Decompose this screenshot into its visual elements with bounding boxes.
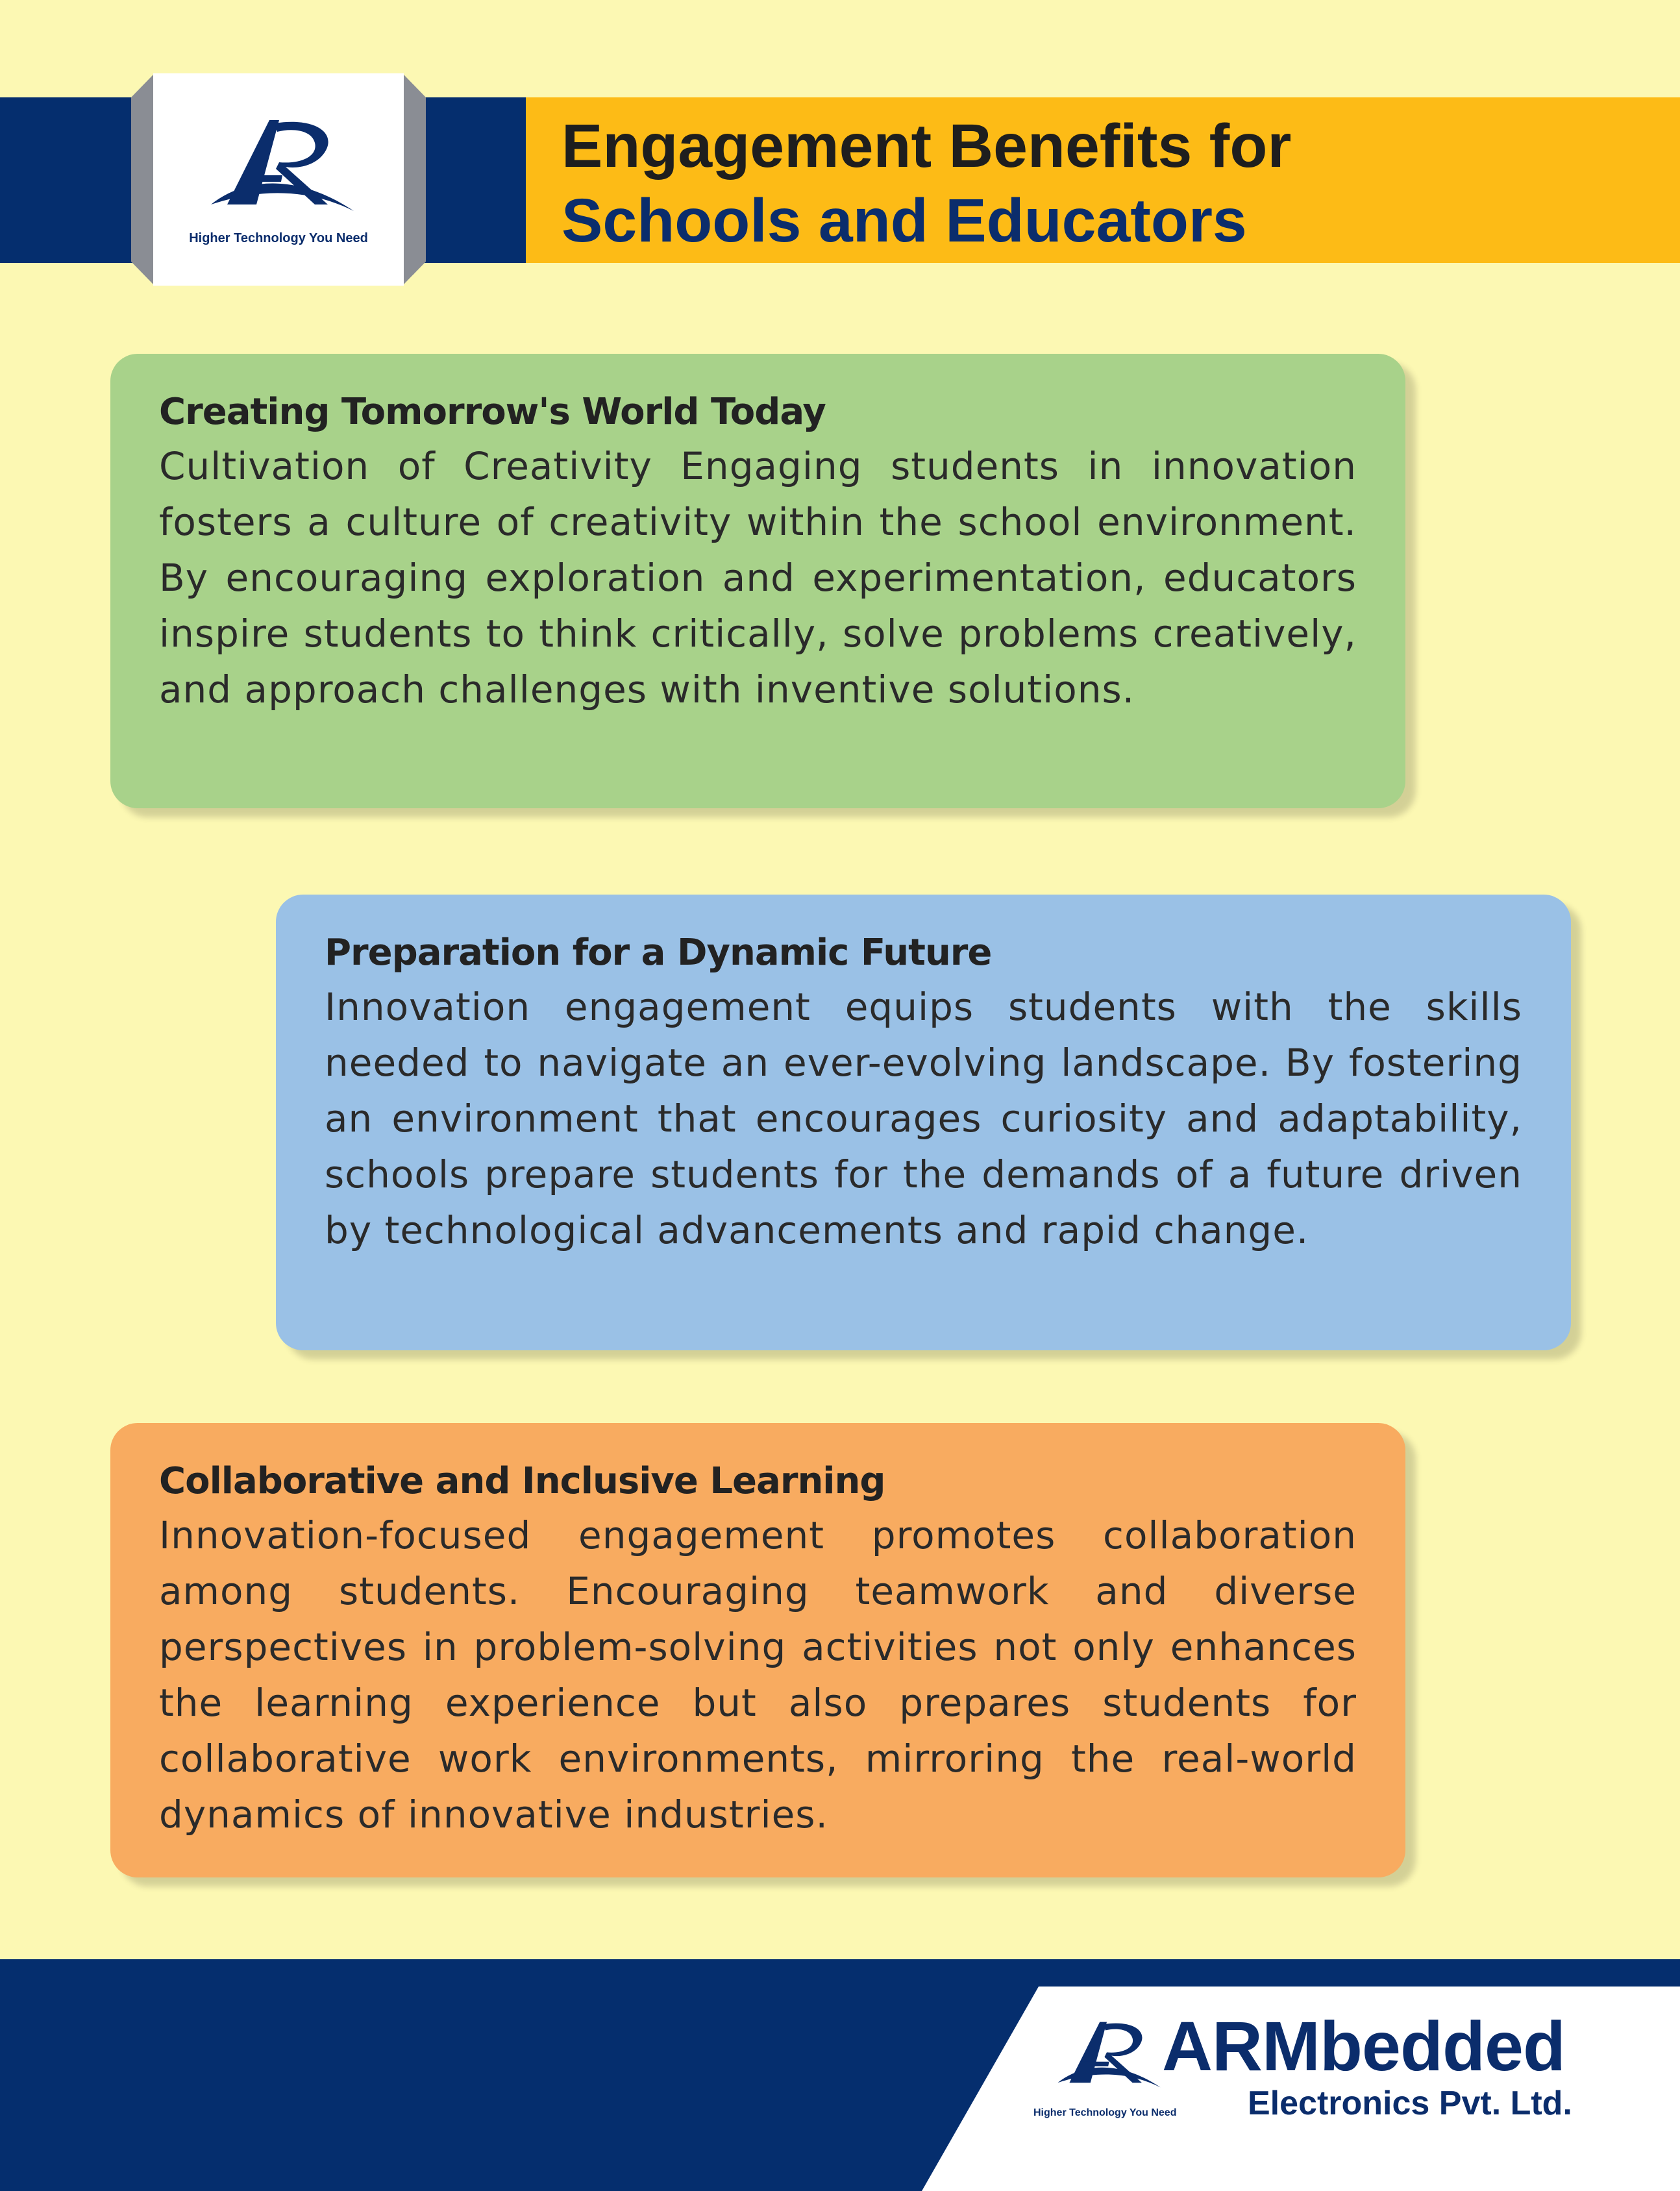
page-title-line1: Engagement Benefits for (562, 112, 1292, 180)
card-body: Innovation engagement equips students with the skills needed to navigate an ever-evolving landscape. By fostering an environment that encourages curiosity and adaptability, schools prepare students for the demands of a future driven by technological advancements and rapid change. (325, 985, 1522, 1252)
benefit-card-collaboration (110, 1423, 1405, 1877)
logo-ribbon-fold-left (131, 73, 154, 286)
ar-footer-logo-icon (1048, 2012, 1165, 2097)
card-title: Preparation for a Dynamic Future (325, 932, 992, 974)
card-body: Cultivation of Creativity Engaging students in innovation fosters a culture of creativity within the school environment. By encouraging exploration and experimentation, educators inspire students to think critically, solve problems creatively, and approach challenges with inventive solutions. (159, 444, 1357, 712)
logo-ribbon-fold-right (402, 73, 426, 286)
benefit-card-creativity (110, 354, 1405, 808)
footer-company-name: Electronics Pvt. Ltd. (1248, 2085, 1572, 2122)
footer-brand-name: ARMbedded (1162, 2007, 1565, 2085)
page-title (562, 109, 1652, 258)
page-title-line2: Schools and Educators (562, 186, 1247, 255)
card-title: Creating Tomorrow's World Today (159, 391, 826, 433)
logo-tagline: Higher Technology You Need (189, 231, 368, 245)
card-title: Collaborative and Inclusive Learning (159, 1460, 885, 1502)
footer-tagline: Higher Technology You Need (1033, 2107, 1177, 2118)
card-body: Innovation-focused engagement promotes collaboration among students. Encouraging teamwork and diverse perspectives in problem-solving activities not only enhances the learning experience but also prepares students for collaborative work environments, mirroring the real-world dynamics of innovative industries. (159, 1513, 1357, 1837)
ar-logo-icon (198, 107, 360, 224)
benefit-card-future (276, 895, 1571, 1350)
